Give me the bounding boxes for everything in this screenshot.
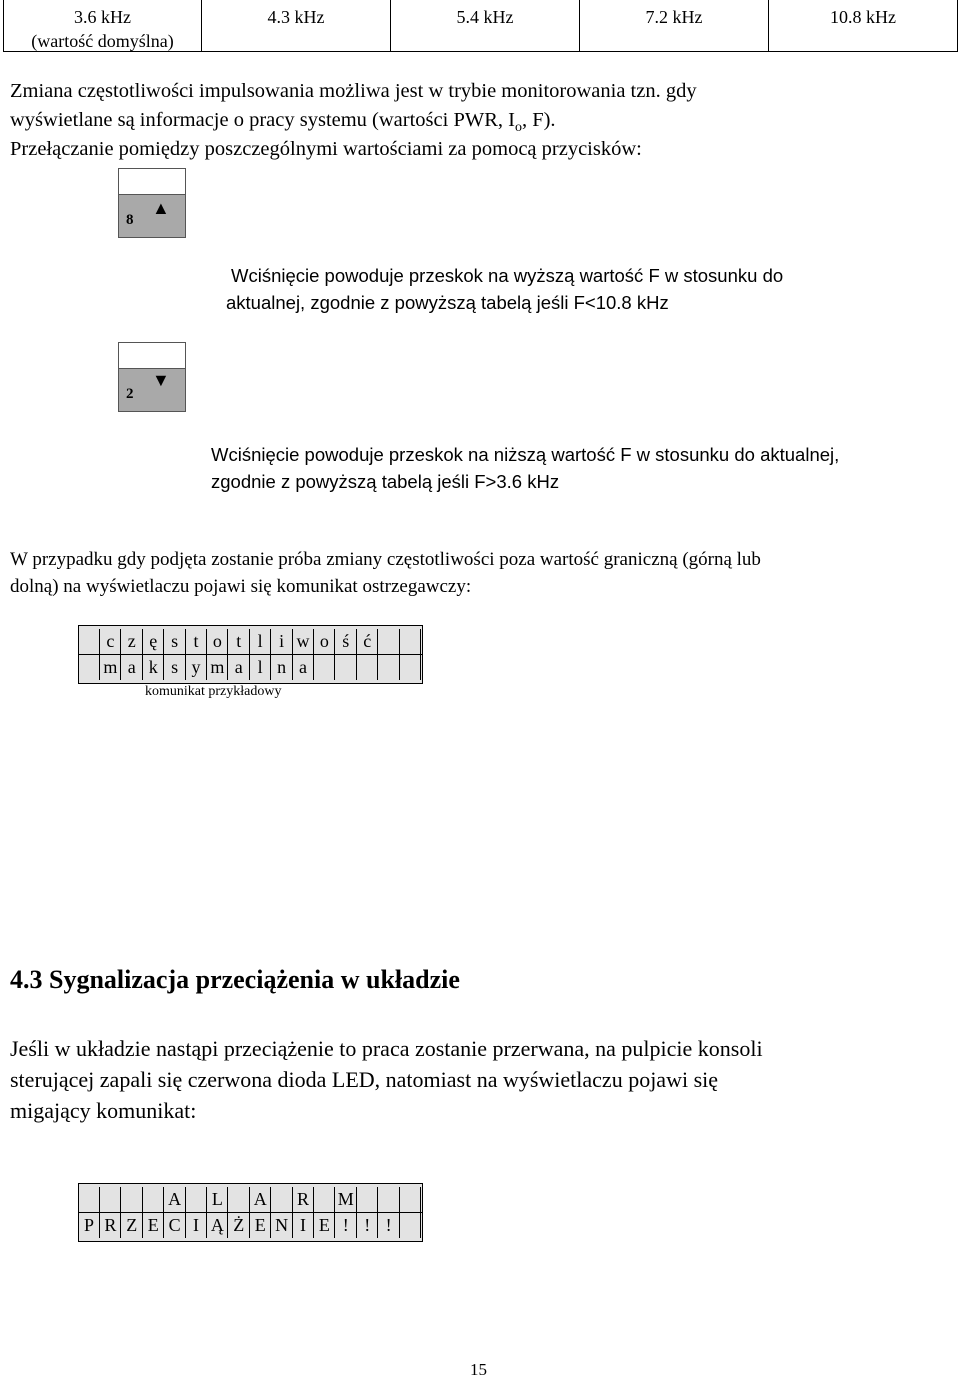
freq-note: (wartość domyślna) [31, 31, 174, 51]
lcd-cell: s [165, 655, 186, 680]
lcd-cell [100, 1187, 121, 1212]
lcd-cell: m [207, 655, 228, 680]
warning-line-2: dolną) na wyświetlaczu pojawi się komunikat ostrzegawczy: [10, 576, 472, 597]
lcd-cell: t [186, 629, 207, 654]
freq-value: 3.6 kHz [74, 7, 131, 27]
lcd-cell [272, 1187, 293, 1212]
intro-subscript: o [514, 120, 522, 136]
lcd-cell: Ż [229, 1213, 250, 1238]
lcd-cell: o [207, 629, 228, 654]
lcd-cell: z [122, 629, 143, 654]
lcd-cell: ! [336, 1213, 357, 1238]
lcd-cell: E [314, 1213, 335, 1238]
lcd-cell: E [250, 1213, 271, 1238]
lcd-cell [379, 1187, 400, 1212]
lcd-cell: ę [143, 629, 164, 654]
freq-value: 5.4 kHz [456, 7, 514, 27]
lcd-cell [79, 655, 100, 680]
key-down-button[interactable] [118, 342, 186, 412]
lcd-cell: A [165, 1187, 186, 1212]
lcd-cell [400, 655, 421, 680]
freq-value: 4.3 kHz [267, 7, 325, 27]
page-number: 15 [470, 1360, 487, 1379]
lcd-cell: ć [357, 629, 378, 654]
key-up-desc-line-2: aktualnej, zgodnie z powyższą tabelą jeśli F<10.8 kHz [226, 292, 669, 313]
warning-line-1: W przypadku gdy podjęta zostanie próba zmiany częstotliwości poza wartość graniczną (górną lub [10, 549, 761, 570]
lcd-cell: a [122, 655, 143, 680]
lcd-cell: C [165, 1213, 186, 1238]
lcd-cell: k [143, 655, 164, 680]
freq-cell [202, 0, 391, 52]
lcd-cell: R [293, 1187, 314, 1212]
lcd-cell: ! [379, 1213, 400, 1238]
lcd-cell [79, 629, 100, 654]
section-line-2: sterującej zapali się czerwona dioda LED, natomiast na wyświetlaczu pojawi się [10, 1067, 719, 1092]
lcd-cell: P [79, 1213, 100, 1238]
lcd-cell: E [143, 1213, 164, 1238]
intro-line-2-end: , F). [521, 109, 556, 131]
lcd-warning-display [78, 625, 423, 684]
lcd-cell [400, 629, 421, 654]
lcd-cell: n [272, 655, 293, 680]
lcd-cell: t [229, 629, 250, 654]
lcd-cell [186, 1187, 207, 1212]
lcd-cell: I [186, 1213, 207, 1238]
lcd-cell: a [293, 655, 314, 680]
arrow-down-icon: ▼ [152, 370, 170, 390]
freq-cell [580, 0, 769, 52]
lcd-cell: ś [336, 629, 357, 654]
lcd-cell: y [186, 655, 207, 680]
lcd-cell [79, 1187, 100, 1212]
key-display-area [119, 169, 185, 195]
lcd-cell [379, 655, 400, 680]
key-up-desc-line-1: Wciśnięcie powoduje przeskok na wyższą wartość F w stosunku do [231, 265, 784, 286]
section-line-1: Jeśli w układzie nastąpi przeciążenie to praca zostanie przerwana, na pulpicie konsoli [10, 1036, 763, 1061]
lcd-cell: w [293, 629, 314, 654]
key-down-desc-line-2: zgodnie z powyższą tabelą jeśli F>3.6 kHz [211, 471, 560, 492]
lcd-cell [314, 1187, 335, 1212]
intro-line-1: Zmiana częstotliwości impulsowania możliwa jest w trybie monitorowania tzn. gdy [10, 80, 697, 102]
lcd-cell [336, 655, 357, 680]
frequency-table [3, 0, 958, 52]
lcd-cell [229, 1187, 250, 1212]
lcd-cell [314, 655, 335, 680]
key-up-button[interactable] [118, 168, 186, 238]
lcd-cell [379, 629, 400, 654]
lcd-cell: N [272, 1213, 293, 1238]
lcd-cell: l [250, 629, 271, 654]
lcd-cell: Z [122, 1213, 143, 1238]
section-heading: 4.3 Sygnalizacja przeciążenia w układzie [10, 965, 460, 994]
lcd-cell [357, 655, 378, 680]
arrow-up-icon: ▲ [152, 198, 170, 218]
intro-line-3: Przełączanie pomiędzy poszczególnymi wartościami za pomocą przycisków: [10, 138, 642, 160]
lcd-cell: c [100, 629, 121, 654]
lcd-cell [357, 1187, 378, 1212]
lcd-cell: A [250, 1187, 271, 1212]
freq-cell [769, 0, 958, 52]
lcd-cell: s [165, 629, 186, 654]
lcd-caption: komunikat przykładowy [145, 684, 282, 699]
lcd-cell: L [207, 1187, 228, 1212]
lcd-cell [400, 1187, 421, 1212]
lcd-cell: l [250, 655, 271, 680]
key-display-area [119, 343, 185, 369]
lcd-cell: m [100, 655, 121, 680]
freq-cell [3, 0, 202, 52]
freq-value: 7.2 kHz [645, 7, 703, 27]
lcd-cell: M [336, 1187, 357, 1212]
intro-line-2-text: wyświetlane są informacje o pracy systemu (wartości PWR, I [10, 109, 515, 131]
freq-cell [391, 0, 580, 52]
key-number: 2 [126, 386, 134, 402]
section-line-3: migający komunikat: [10, 1098, 197, 1123]
lcd-cell: Ą [207, 1213, 228, 1238]
lcd-cell: i [272, 629, 293, 654]
lcd-cell [143, 1187, 164, 1212]
lcd-cell [400, 1213, 421, 1238]
freq-value: 10.8 kHz [830, 7, 896, 27]
lcd-cell [122, 1187, 143, 1212]
lcd-cell: o [314, 629, 335, 654]
key-down-desc-line-1: Wciśnięcie powoduje przeskok na niższą wartość F w stosunku do aktualnej, [211, 444, 840, 465]
lcd-alarm-display [78, 1183, 423, 1242]
lcd-cell: R [100, 1213, 121, 1238]
key-number: 8 [126, 212, 134, 228]
lcd-cell: a [229, 655, 250, 680]
lcd-cell: ! [357, 1213, 378, 1238]
lcd-cell: I [293, 1213, 314, 1238]
